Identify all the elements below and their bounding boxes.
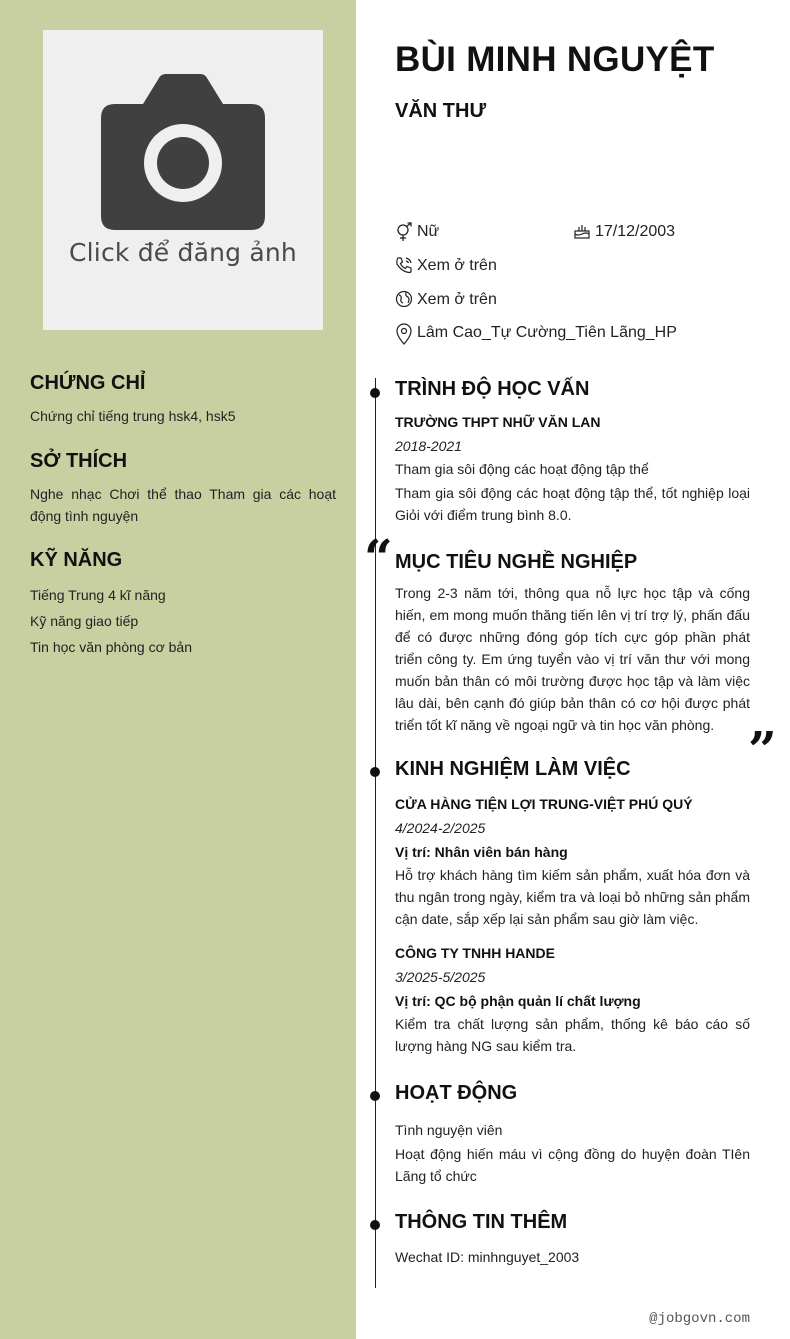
timeline-line (375, 378, 376, 1288)
activities-section (395, 1082, 750, 1187)
education-line1: Tham gia sôi động các hoạt động tập thể (395, 461, 649, 477)
skill-item: Tiếng Trung 4 kĩ năng (30, 587, 166, 603)
timeline-dot (370, 767, 380, 777)
objective-title: MỤC TIÊU NGHỀ NGHIỆP (395, 551, 638, 573)
candidate-name: BÙI MINH NGUYỆT (395, 40, 715, 79)
job-description: Hỗ trợ khách hàng tìm kiếm sản phẩm, xuất hóa đơn và thu ngân trong ngày, kiểm tra và loại bỏ những sản phẩm cận date, sắp xếp lại sản phẩm sau giờ làm việc. (395, 867, 750, 927)
activities-title: HOẠT ĐỘNG (395, 1082, 518, 1104)
certificates-title: CHỨNG CHỈ (30, 372, 146, 394)
sidebar (0, 0, 356, 1339)
gender-value: Nữ (417, 223, 440, 240)
globe-icon (395, 290, 413, 308)
footer-brand: @jobgovn.com (649, 1311, 750, 1327)
objective-text: Trong 2-3 năm tới, thông qua nỗ lực học tập và cống hiến, em mong muốn thăng tiến lên vị trí trợ lý, phấn đấu để có được những đóng góp tích cực góp phần phát triển công ty. Em ứng tuyển vào vị trí văn thư với mong muốn bản thân có môi trường được học tập và làm việc lâu dài, bên cạnh đó giúp bản thân có cơ hội được phát triển tốt kĩ năng về ngoại ngữ và tin học văn phòng. (395, 585, 750, 733)
education-period: 2018-2021 (395, 438, 462, 454)
phone-icon (395, 256, 413, 274)
objective-section (395, 551, 750, 736)
job-role: Vị trí: QC bộ phận quản lí chất lượng (395, 993, 641, 1009)
additional-text: Wechat ID: minhnguyet_2003 (395, 1249, 580, 1265)
experience-section (395, 758, 750, 1057)
activities-line1: Tình nguyện viên (395, 1122, 503, 1138)
website-value: Xem ở trên (417, 291, 497, 308)
timeline-dot (370, 1091, 380, 1101)
education-line2: Tham gia sôi động các hoạt động tập thể, tốt nghiệp loại Giỏi với điểm trung bình 8.0. (395, 485, 750, 523)
experience-title: KINH NGHIỆM LÀM VIỆC (395, 758, 631, 780)
skills-list (30, 582, 336, 660)
education-title: TRÌNH ĐỘ HỌC VẤN (395, 378, 590, 400)
hobbies-section (30, 450, 336, 527)
job-description: Kiểm tra chất lượng sản phẩm, thống kê báo cáo số lượng hàng NG sau kiểm tra. (395, 1016, 750, 1054)
timeline-dot (370, 1220, 380, 1230)
education-school: TRƯỜNG THPT NHỮ VĂN LAN (395, 414, 601, 430)
skills-section (30, 549, 336, 660)
photo-caption: Click để đăng ảnh (69, 238, 297, 267)
open-quote-icon: “ (364, 528, 393, 587)
additional-section (395, 1211, 750, 1268)
close-quote-icon: ” (748, 720, 777, 779)
education-section (395, 378, 750, 526)
phone-value: Xem ở trên (417, 257, 497, 274)
gender-icon (395, 222, 415, 242)
birthday-value: 17/12/2003 (595, 223, 676, 240)
job-title: VĂN THƯ (395, 100, 487, 122)
certificates-section (30, 372, 336, 427)
address-value: Lâm Cao_Tự Cường_Tiên Lãng_HP (417, 324, 677, 341)
birthday-cake-icon (573, 222, 591, 240)
job-period: 3/2025-5/2025 (395, 969, 486, 985)
skill-item: Tin học văn phòng cơ bản (30, 639, 192, 655)
additional-title: THÔNG TIN THÊM (395, 1211, 568, 1233)
hobbies-text: Nghe nhạc Chơi thể thao Tham gia các hoạt động tình nguyện (30, 486, 336, 524)
skill-item: Kỹ năng giao tiếp (30, 613, 139, 629)
job-period: 4/2024-2/2025 (395, 820, 486, 836)
activities-line2: Hoạt động hiến máu vì cộng đồng do huyện đoàn TIên Lãng tổ chức (395, 1146, 750, 1184)
job-role: Vị trí: Nhân viên bán hàng (395, 844, 568, 860)
job-company: CÔNG TY TNHH HANDE (395, 945, 555, 961)
photo-upload[interactable] (43, 30, 323, 330)
timeline-dot (370, 388, 380, 398)
skills-title: KỸ NĂNG (30, 549, 123, 571)
certificates-text: Chứng chỉ tiếng trung hsk4, hsk5 (30, 408, 236, 424)
camera-icon (99, 74, 267, 234)
location-pin-icon (395, 323, 413, 345)
job-company: CỬA HÀNG TIỆN LỢI TRUNG-VIỆT PHÚ QUÝ (395, 796, 693, 812)
hobbies-title: SỞ THÍCH (30, 450, 128, 472)
